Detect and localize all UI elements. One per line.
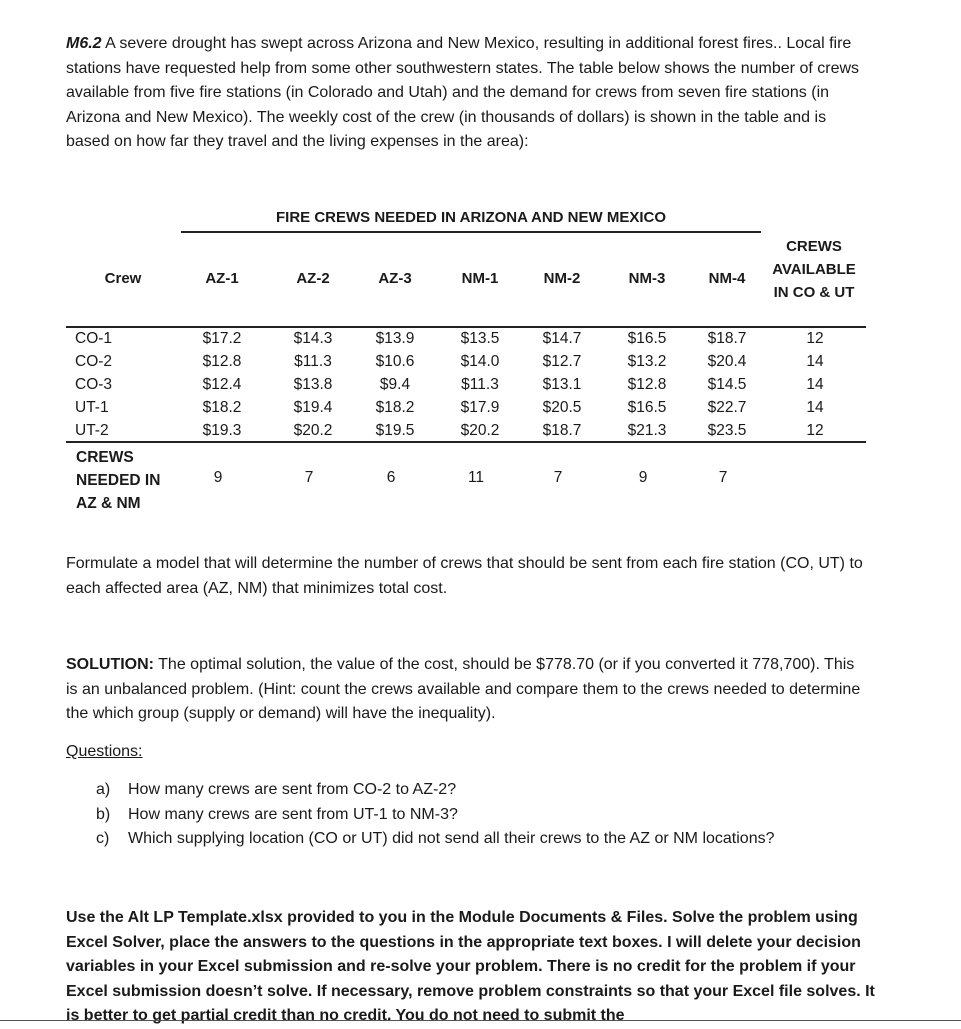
row-label: CO-2 [75,353,113,370]
cost-cell: $11.3 [461,376,499,393]
crews-available-cell: 12 [806,330,824,347]
cost-cell: $14.7 [542,330,582,347]
cost-cell: $13.5 [460,330,500,347]
question-text: Which supplying location (CO or UT) did not send all their crews to the AZ or NM locations? [128,830,775,847]
cost-cell: $18.7 [542,422,582,439]
column-header-nm-4: NM-4 [708,270,746,287]
row-label: UT-2 [75,422,109,439]
cost-cell: $12.8 [627,376,667,393]
cost-cell: $13.1 [542,376,582,393]
cost-cell: $17.2 [202,330,242,347]
table-title: FIRE CREWS NEEDED IN ARIZONA AND NEW MEXICO [275,209,666,226]
row-label: CO-3 [75,376,113,393]
crews-available-cell: 12 [806,422,824,439]
question-a [96,781,456,799]
solution-paragraph [66,653,866,727]
cost-cell: $21.3 [627,422,667,439]
cost-cell: $12.7 [542,353,582,370]
question-c [96,830,775,848]
submission-instructions: Use the Alt LP Template.xlsx provided to you in the Module Documents & Files. Solve the problem using Excel Solver, place the answers to the questions in the appropriate text boxes. I will delete your decision variables in your Excel submission and re-solve your problem. There is no credit for the problem if your Excel submission doesn’t solve. If necessary, remove problem constraints so that your Excel file solves. It is better to get partial credit than no credit. You do not need to submit the [66,909,875,1024]
cost-cell: $9.4 [379,376,411,393]
column-header-nm-3: NM-3 [628,270,666,287]
crews-available-cell: 14 [806,399,824,416]
cost-cell: $16.5 [627,330,667,347]
cost-cell: $13.2 [627,353,667,370]
crews-available-cell: 14 [806,353,824,370]
crews-needed-cell: 11 [467,469,485,486]
cost-cell: $13.8 [293,376,333,393]
cost-cell: $19.5 [375,422,415,439]
cost-cell: $20.5 [542,399,582,416]
title-rule [181,231,761,233]
header-rule [66,326,866,328]
cost-cell: $10.6 [375,353,415,370]
question-text: How many crews are sent from CO-2 to AZ-2? [128,781,457,798]
crews-available-cell: 14 [806,376,824,393]
cost-cell: $12.4 [202,376,242,393]
crews-needed-cell: 9 [213,469,223,486]
body-rule [66,441,866,443]
column-header-nm-2: NM-2 [543,270,581,287]
questions-heading: Questions: [66,743,143,760]
cost-cell: $12.8 [202,353,242,370]
column-header-az-3: AZ-3 [378,270,412,287]
cost-cell: $19.3 [202,422,242,439]
cost-cell: $14.0 [460,353,500,370]
page-bottom-rule [0,1020,961,1021]
crews-needed-cell: 6 [386,469,396,486]
solution-label: SOLUTION: [66,656,154,673]
cost-cell: $11.3 [294,353,332,370]
cost-cell: $20.2 [293,422,333,439]
cost-cell: $18.2 [375,399,415,416]
cost-cell: $18.2 [202,399,242,416]
cost-cell: $14.3 [293,330,333,347]
formulate-text: Formulate a model that will determine the number of crews that should be sent from each fire station (CO, UT) to each affected area (AZ, NM) that minimizes total cost. [66,555,863,597]
question-letter: b) [96,806,111,823]
problem-text: A severe drought has swept across Arizona and New Mexico, resulting in additional forest fires.. Local fire stations have requested help from some other southwestern states. The table below shows the number of crews available from five fire stations (in Colorado and Utah) and the demand for crews from seven fire stations (in Arizona and New Mexico). The weekly cost of the crew (in thousands of dollars) is shown in the table and is based on how far they travel and the living expenses in the area): [66,35,860,150]
crews-needed-label: CREWS NEEDED IN AZ & NM [76,449,161,512]
cost-cell: $23.5 [707,422,747,439]
cost-cell: $14.5 [707,376,747,393]
crews-needed-cell: 7 [304,469,314,486]
solution-text: The optimal solution, the value of the cost, should be $778.70 (or if you converted it 778,700). This is an unbalanced problem. (Hint: count the crews available and compare them to the crews needed to determine the which group (supply or demand) will have the inequality). [66,656,861,722]
question-letter: a) [96,781,111,798]
question-letter: c) [96,830,110,847]
column-header-az-1: AZ-1 [205,270,239,287]
question-text: How many crews are sent from UT-1 to NM-3? [128,806,458,823]
problem-label: M6.2 [66,35,102,52]
cost-cell: $16.5 [627,399,667,416]
crews-needed-cell: 7 [553,469,563,486]
crews-needed-cell: 7 [718,469,728,486]
cost-cell: $22.7 [707,399,747,416]
cost-cell: $17.9 [460,399,500,416]
cost-cell: $19.4 [293,399,333,416]
row-label: UT-1 [75,399,109,416]
crew-header: Crew [104,270,142,287]
problem-statement [66,32,866,155]
row-label: CO-1 [75,330,113,347]
cost-cell: $20.4 [707,353,747,370]
column-header-nm-1: NM-1 [461,270,499,287]
column-header-az-2: AZ-2 [296,270,330,287]
cost-cell: $18.7 [707,330,747,347]
cost-cell: $13.9 [375,330,415,347]
cost-cell: $20.2 [460,422,500,439]
crews-needed-cell: 9 [638,469,648,486]
question-b [96,806,458,824]
crews-available-header: CREWS AVAILABLE IN CO & UT [772,238,856,301]
